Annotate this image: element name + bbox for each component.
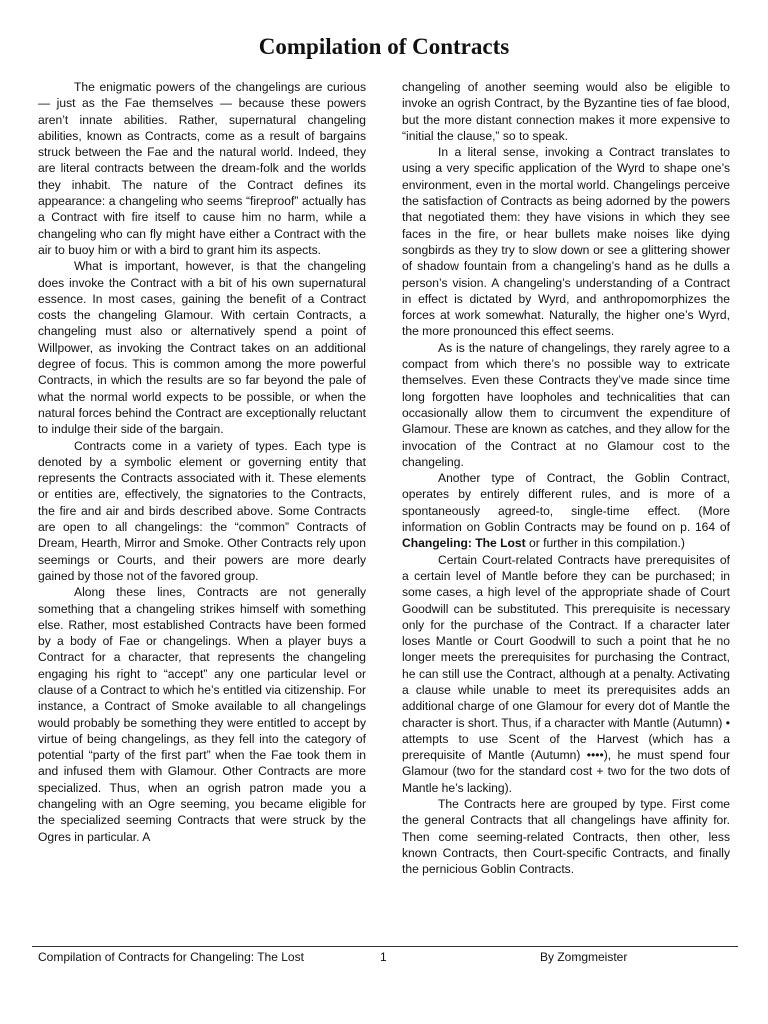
page-title: Compilation of Contracts bbox=[258, 34, 510, 59]
book-title: Changeling: The Lost bbox=[402, 536, 526, 551]
footer-document-title: Compilation of Contracts for Changeling: The Lost bbox=[38, 950, 304, 964]
footer-page-number: 1 bbox=[380, 950, 387, 964]
text-run: or further in this compilation.) bbox=[525, 536, 685, 551]
paragraph: Along these lines, Contracts are not generally something that a changeling strikes himself with something else. Rather, most established Contracts have been formed by a body of Fae or changelings. When a player buys a Contract for a character, that represents the changeling engaging his right to “accept” any one particular level or clause of a Contract to which he’s entitled via citizenship. For instance, a Contract of Smoke available to all changelings would probably be something they were entitled to accept by virtue of being changelings, as they fell into the category of potential “party of the first part” when the Fae took them in and infused them with Glamour. Other Contracts are more specialized. Thus, when an ogrish patron made you a changeling with an Ogre seeming, you became eligible for the specialized seeming Contracts that were struck by the Ogres in particular. A bbox=[38, 585, 366, 844]
right-column bbox=[402, 79, 730, 878]
left-column bbox=[38, 79, 366, 845]
paragraph bbox=[402, 470, 730, 551]
paragraph: Contracts come in a variety of types. Each type is denoted by a symbolic element or governing entity that represents the Contracts associated with it. These elements or entities are, effectively, the signatories to the Contracts, the fire and air and birds described above. Some Contracts are open to all changelings: the “common” Contracts of Dream, Hearth, Mirror and Smoke. Other Contracts rely upon seemings or Courts, and their powers are more dearly gained by those not of the favored group. bbox=[38, 438, 366, 583]
paragraph: The Contracts here are grouped by type. First come the general Contracts that all changelings have affinity for. Then come seeming-related Contracts, then other, less known Contracts, then Court-specific Contracts, and finally the pernicious Goblin Contracts. bbox=[402, 797, 730, 877]
paragraph: In a literal sense, invoking a Contract translates to using a very specific application of the Wyrd to shape one’s environment, even in the mortal world. Changelings perceive the satisfaction of Contracts as being adorned by the powers that negotiated them: they have visions in which they see faces in the fire, or hear bullets make noises like dying songbirds as they try to slow down or see a glittering shower of shadow fountain from a changeling’s hand as he dulls a person’s vision. A changeling’s understanding of a Contract in effect is dictated by Wyrd, and anthropomorphizes the forces at work somewhat. Naturally, the higher one’s Wyrd, the more pronounced this effect seems. bbox=[402, 145, 730, 339]
text-run: Another type of Contract, the Goblin Contract, operates by entirely different rules, and is more of a spontaneously agreed-to, single-time effect. (More information on Goblin Contracts may be found on p. 164 of bbox=[402, 471, 730, 535]
paragraph: Certain Court-related Contracts have prerequisites of a certain level of Mantle before they can be purchased; in some cases, a high level of the appropriate shade of Court Goodwill can be substituted. This prerequisite is necessary only for the purchase of the Contract. If a character later loses Mantle or Court Goodwill to such a point that he no longer meets the prerequisites for purchasing the Contract, he can still use the Contract, although at a penalty. Activating a clause while unable to meet its prerequisites adds an additional charge of one Glamour for every dot of Mantle the character is short. Thus, if a character with Mantle (Autumn) • attempts to use Scent of the Harvest (which has a prerequisite of Mantle (Autumn) ••••), he must spend four Glamour (two for the standard cost + two for the two dots of Mantle he’s lacking). bbox=[402, 552, 730, 795]
paragraph: What is important, however, is that the changeling does invoke the Contract with a bit of his own supernatural essence. In most cases, gaining the benefit of a Contract costs the changeling Glamour. With certain Contracts, a changeling must also or alternatively spend a point of Willpower, as invoking the Contract takes on an additional degree of focus. This is common among the more powerful Contracts, in which the results are so far beyond the pale of what the normal world expects to be possible, or when the natural forces behind the Contract are exceptionally reluctant to indulge their side of the bargain. bbox=[38, 259, 366, 437]
footer-divider bbox=[32, 946, 738, 947]
paragraph: The enigmatic powers of the changelings are curious — just as the Fae themselves — because these powers aren’t innate abilities. Rather, supernatural changeling abilities, known as Contracts, come as a result of bargains struck between the Fae and the natural world. Indeed, they are literal contracts between the dream-folk and the worlds they inhabit. The nature of the Contract defines its appearance: a changeling who seems “fireproof” actually has a Contract with fire itself to cause him no harm, while a changeling who can fly might have either a Contract with the air to buoy him or with a bird to grant him its aspects. bbox=[38, 80, 366, 257]
footer-author: By Zomgmeister bbox=[540, 950, 628, 964]
paragraph-continued: changeling of another seeming would also be eligible to invoke an ogrish Contract, by the Byzantine ties of fae blood, but the more distant connection makes it more expensive to “initial the clause,” so to speak. bbox=[402, 80, 730, 143]
paragraph: As is the nature of changelings, they rarely agree to a compact from which there’s no possible way to extricate themselves. Even these Contracts they’ve made since time long forgotten have loopholes and technicalities that can occasionally allow them to circumvent the expenditure of Glamour. These are known as catches, and they allow for the invocation of the Contract at no Glamour cost to the changeling. bbox=[402, 340, 730, 469]
